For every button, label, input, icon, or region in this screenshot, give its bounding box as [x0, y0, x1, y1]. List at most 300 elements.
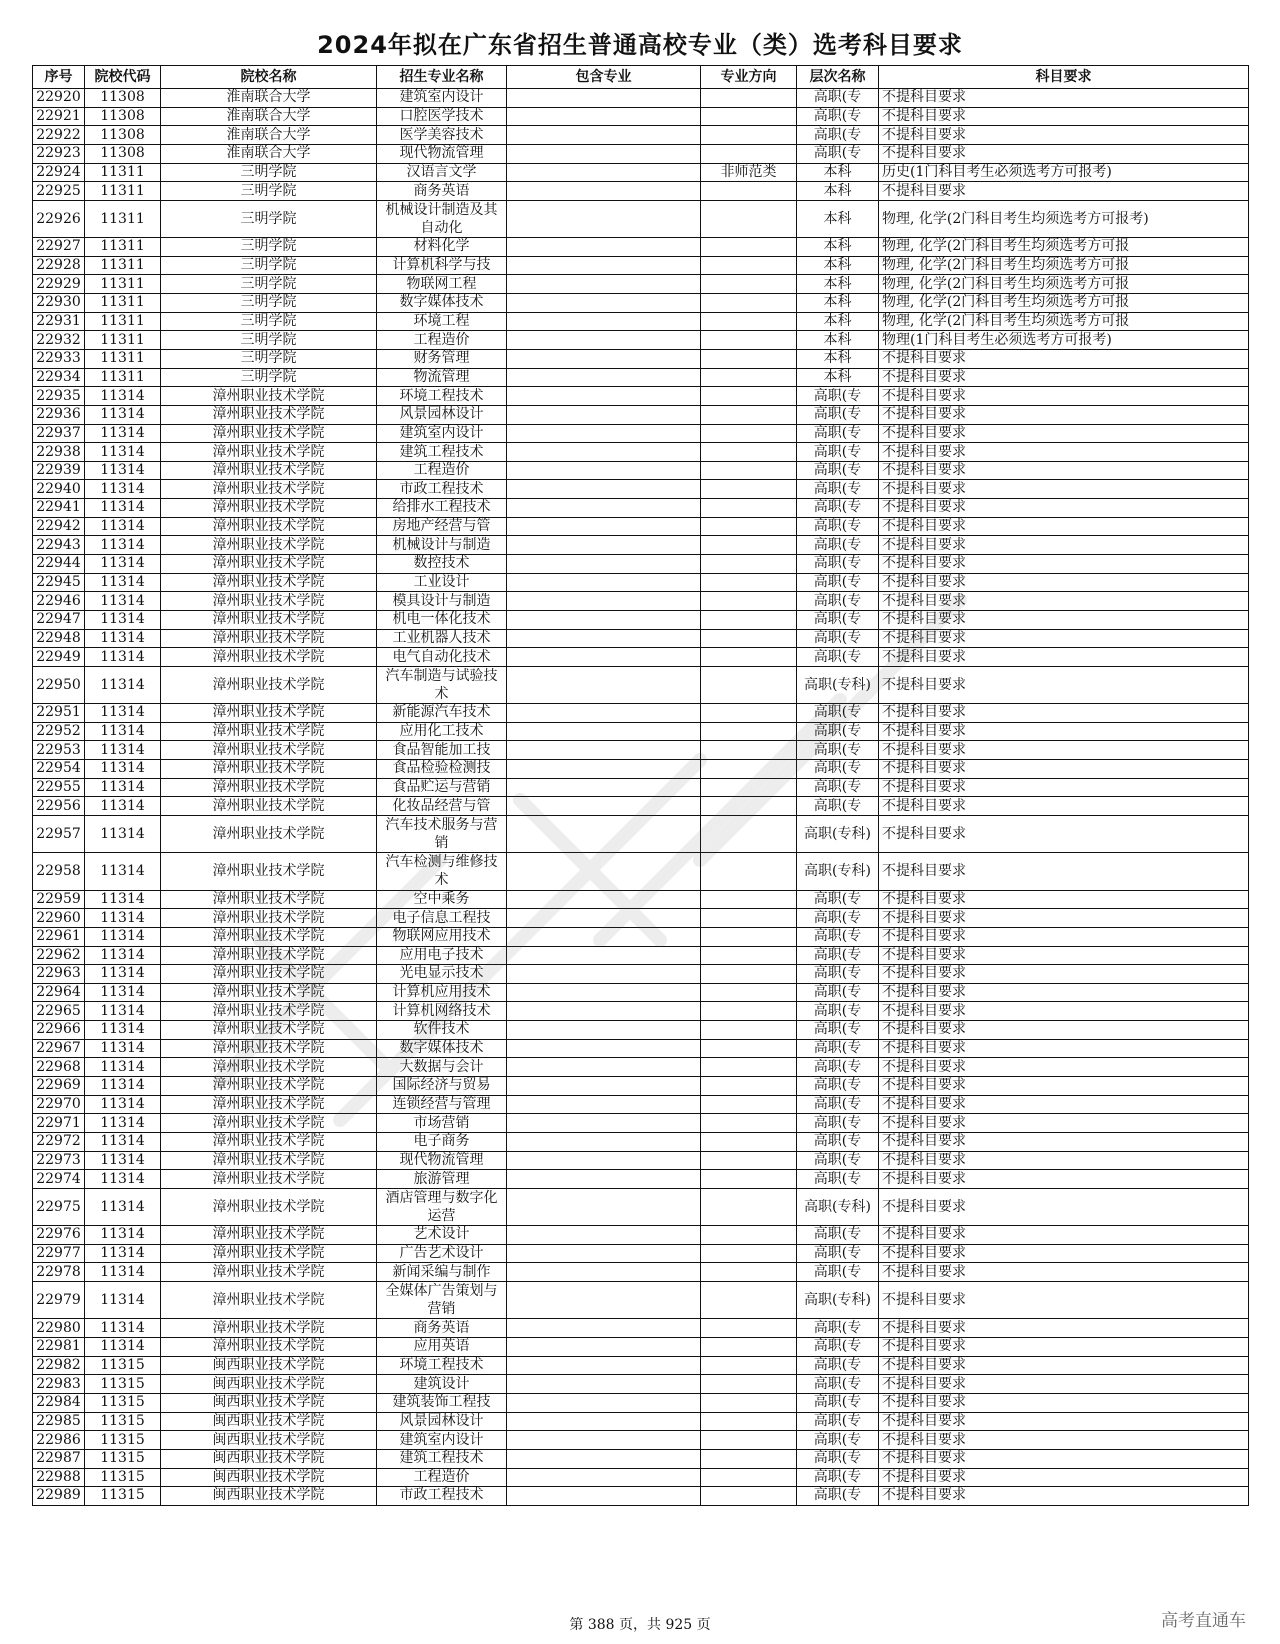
table-row [33, 797, 1249, 816]
cell-index: 22982 [33, 1356, 85, 1375]
cell-index: 22961 [33, 927, 85, 946]
cell-included-majors [507, 182, 701, 201]
header-school-name: 院校名称 [161, 66, 377, 89]
cell-index: 22946 [33, 592, 85, 611]
cell-school-name: 三明学院 [161, 294, 377, 313]
cell-level: 高职(专 [797, 1263, 879, 1282]
header-major-name: 招生专业名称 [377, 66, 507, 89]
cell-major-direction [701, 89, 797, 108]
cell-level: 高职(专科) [797, 1188, 879, 1225]
cell-subject-requirement: 物理, 化学(2门科目考生均须选考方可报 [879, 238, 1249, 257]
cell-included-majors [507, 517, 701, 536]
cell-major-direction [701, 1077, 797, 1096]
cell-level: 高职(专 [797, 890, 879, 909]
cell-index: 22923 [33, 144, 85, 163]
cell-major-name: 数字媒体技术 [377, 294, 507, 313]
cell-index: 22924 [33, 163, 85, 182]
cell-major-name: 大数据与会计 [377, 1058, 507, 1077]
cell-major-direction [701, 1244, 797, 1263]
cell-major-name: 市政工程技术 [377, 1487, 507, 1506]
table-row [33, 816, 1249, 853]
cell-included-majors [507, 1263, 701, 1282]
cell-major-direction [701, 1170, 797, 1189]
cell-subject-requirement: 不提科目要求 [879, 946, 1249, 965]
table-row [33, 610, 1249, 629]
cell-school-name: 三明学院 [161, 256, 377, 275]
cell-level: 高职(专 [797, 1375, 879, 1394]
cell-school-name: 闽西职业技术学院 [161, 1449, 377, 1468]
cell-index: 22976 [33, 1226, 85, 1245]
cell-school-code: 11314 [85, 517, 161, 536]
cell-level: 本科 [797, 368, 879, 387]
cell-school-code: 11314 [85, 722, 161, 741]
cell-major-name: 电子商务 [377, 1132, 507, 1151]
table-row [33, 368, 1249, 387]
cell-included-majors [507, 368, 701, 387]
cell-major-name: 计算机科学与技 [377, 256, 507, 275]
cell-major-name: 给排水工程技术 [377, 499, 507, 518]
cell-school-code: 11314 [85, 778, 161, 797]
cell-major-direction [701, 592, 797, 611]
cell-level: 高职(专 [797, 1002, 879, 1021]
cell-level: 高职(专 [797, 387, 879, 406]
cell-school-name: 漳州职业技术学院 [161, 760, 377, 779]
cell-included-majors [507, 610, 701, 629]
cell-major-name: 医学美容技术 [377, 126, 507, 145]
cell-school-name: 漳州职业技术学院 [161, 555, 377, 574]
cell-school-code: 11314 [85, 424, 161, 443]
cell-major-name: 计算机网络技术 [377, 1002, 507, 1021]
table-row [33, 294, 1249, 313]
cell-major-direction [701, 741, 797, 760]
cell-major-name: 广告艺术设计 [377, 1244, 507, 1263]
cell-subject-requirement: 不提科目要求 [879, 499, 1249, 518]
cell-major-name: 电气自动化技术 [377, 648, 507, 667]
cell-included-majors [507, 1356, 701, 1375]
cell-index: 22943 [33, 536, 85, 555]
cell-school-code: 11315 [85, 1449, 161, 1468]
cell-index: 22952 [33, 722, 85, 741]
table-row [33, 443, 1249, 462]
cell-school-name: 漳州职业技术学院 [161, 1077, 377, 1096]
cell-subject-requirement: 不提科目要求 [879, 1170, 1249, 1189]
table-row [33, 275, 1249, 294]
cell-school-code: 11314 [85, 1114, 161, 1133]
cell-school-code: 11314 [85, 536, 161, 555]
cell-major-name: 市场营销 [377, 1114, 507, 1133]
table-row [33, 480, 1249, 499]
cell-index: 22986 [33, 1431, 85, 1450]
cell-school-name: 闽西职业技术学院 [161, 1356, 377, 1375]
cell-level: 高职(专 [797, 778, 879, 797]
cell-included-majors [507, 853, 701, 890]
cell-major-direction [701, 965, 797, 984]
cell-school-code: 11314 [85, 1244, 161, 1263]
cell-major-name: 商务英语 [377, 182, 507, 201]
cell-school-code: 11314 [85, 983, 161, 1002]
table-row [33, 107, 1249, 126]
cell-major-direction [701, 1393, 797, 1412]
cell-major-direction [701, 1449, 797, 1468]
table-row [33, 1338, 1249, 1357]
cell-subject-requirement: 不提科目要求 [879, 741, 1249, 760]
cell-school-name: 淮南联合大学 [161, 126, 377, 145]
cell-subject-requirement: 不提科目要求 [879, 405, 1249, 424]
cell-major-name: 机械设计制造及其自动化 [377, 200, 507, 237]
table-row [33, 1039, 1249, 1058]
requirements-table [32, 65, 1249, 1506]
cell-included-majors [507, 1487, 701, 1506]
cell-school-code: 11314 [85, 480, 161, 499]
cell-school-code: 11311 [85, 275, 161, 294]
cell-level: 高职(专 [797, 1468, 879, 1487]
cell-major-direction [701, 200, 797, 237]
table-row [33, 200, 1249, 237]
cell-school-code: 11308 [85, 89, 161, 108]
cell-major-name: 数字媒体技术 [377, 1039, 507, 1058]
cell-level: 高职(专 [797, 946, 879, 965]
cell-level: 高职(专 [797, 1021, 879, 1040]
cell-index: 22921 [33, 107, 85, 126]
cell-level: 高职(专 [797, 424, 879, 443]
table-row [33, 1095, 1249, 1114]
cell-school-code: 11311 [85, 312, 161, 331]
cell-school-name: 漳州职业技术学院 [161, 405, 377, 424]
cell-level: 高职(专 [797, 144, 879, 163]
cell-major-name: 环境工程技术 [377, 387, 507, 406]
cell-level: 本科 [797, 163, 879, 182]
cell-included-majors [507, 1375, 701, 1394]
cell-level: 高职(专 [797, 536, 879, 555]
cell-index: 22950 [33, 666, 85, 703]
cell-school-name: 漳州职业技术学院 [161, 1039, 377, 1058]
cell-school-code: 11314 [85, 443, 161, 462]
cell-major-name: 工业机器人技术 [377, 629, 507, 648]
cell-school-code: 11314 [85, 741, 161, 760]
table-row [33, 1356, 1249, 1375]
cell-major-direction [701, 853, 797, 890]
cell-subject-requirement: 不提科目要求 [879, 1468, 1249, 1487]
cell-index: 22978 [33, 1263, 85, 1282]
cell-subject-requirement: 不提科目要求 [879, 1077, 1249, 1096]
cell-school-code: 11314 [85, 1170, 161, 1189]
cell-school-code: 11314 [85, 890, 161, 909]
cell-major-direction [701, 536, 797, 555]
cell-school-code: 11314 [85, 610, 161, 629]
header-level: 层次名称 [797, 66, 879, 89]
cell-major-name: 建筑室内设计 [377, 1431, 507, 1450]
cell-subject-requirement: 不提科目要求 [879, 610, 1249, 629]
cell-level: 高职(专 [797, 107, 879, 126]
cell-level: 本科 [797, 349, 879, 368]
cell-index: 22968 [33, 1058, 85, 1077]
cell-school-name: 三明学院 [161, 182, 377, 201]
cell-index: 22931 [33, 312, 85, 331]
cell-school-name: 漳州职业技术学院 [161, 741, 377, 760]
table-row [33, 424, 1249, 443]
cell-level: 高职(专科) [797, 816, 879, 853]
cell-subject-requirement: 不提科目要求 [879, 1021, 1249, 1040]
cell-school-code: 11314 [85, 1039, 161, 1058]
cell-index: 22969 [33, 1077, 85, 1096]
page-title: 2024年拟在广东省招生普通高校专业（类）选考科目要求 [317, 31, 963, 59]
table-row [33, 648, 1249, 667]
cell-major-direction [701, 760, 797, 779]
cell-major-direction [701, 927, 797, 946]
cell-major-direction [701, 182, 797, 201]
cell-major-name: 应用电子技术 [377, 946, 507, 965]
cell-level: 高职(专 [797, 760, 879, 779]
cell-school-code: 11311 [85, 182, 161, 201]
cell-school-name: 漳州职业技术学院 [161, 610, 377, 629]
cell-school-name: 漳州职业技术学院 [161, 704, 377, 723]
cell-included-majors [507, 983, 701, 1002]
cell-included-majors [507, 592, 701, 611]
cell-major-direction [701, 573, 797, 592]
table-row [33, 666, 1249, 703]
cell-index: 22973 [33, 1151, 85, 1170]
cell-school-name: 漳州职业技术学院 [161, 797, 377, 816]
cell-major-name: 物联网应用技术 [377, 927, 507, 946]
cell-major-direction [701, 778, 797, 797]
cell-index: 22922 [33, 126, 85, 145]
cell-school-name: 漳州职业技术学院 [161, 1244, 377, 1263]
cell-included-majors [507, 927, 701, 946]
cell-level: 高职(专 [797, 704, 879, 723]
cell-level: 高职(专 [797, 499, 879, 518]
table-row [33, 1132, 1249, 1151]
cell-major-direction [701, 480, 797, 499]
cell-level: 高职(专科) [797, 1282, 879, 1319]
cell-level: 高职(专 [797, 1244, 879, 1263]
cell-subject-requirement: 不提科目要求 [879, 1058, 1249, 1077]
cell-included-majors [507, 1058, 701, 1077]
table-row [33, 1244, 1249, 1263]
cell-major-name: 物流管理 [377, 368, 507, 387]
cell-level: 高职(专 [797, 89, 879, 108]
table-row [33, 760, 1249, 779]
table-row [33, 927, 1249, 946]
cell-level: 高职(专 [797, 1431, 879, 1450]
cell-included-majors [507, 312, 701, 331]
cell-school-code: 11311 [85, 163, 161, 182]
cell-major-direction [701, 816, 797, 853]
cell-major-direction [701, 1282, 797, 1319]
cell-school-name: 漳州职业技术学院 [161, 1002, 377, 1021]
cell-index: 22928 [33, 256, 85, 275]
cell-school-code: 11314 [85, 1077, 161, 1096]
cell-subject-requirement: 不提科目要求 [879, 1356, 1249, 1375]
cell-subject-requirement: 不提科目要求 [879, 1319, 1249, 1338]
cell-level: 高职(专 [797, 648, 879, 667]
cell-included-majors [507, 480, 701, 499]
cell-subject-requirement: 不提科目要求 [879, 480, 1249, 499]
cell-major-direction [701, 517, 797, 536]
cell-level: 高职(专 [797, 983, 879, 1002]
cell-included-majors [507, 387, 701, 406]
table-row [33, 126, 1249, 145]
cell-school-name: 漳州职业技术学院 [161, 983, 377, 1002]
cell-included-majors [507, 741, 701, 760]
table-row [33, 405, 1249, 424]
cell-level: 本科 [797, 238, 879, 257]
cell-subject-requirement: 不提科目要求 [879, 555, 1249, 574]
cell-major-direction [701, 424, 797, 443]
cell-school-name: 漳州职业技术学院 [161, 1058, 377, 1077]
cell-school-code: 11311 [85, 200, 161, 237]
cell-index: 22942 [33, 517, 85, 536]
cell-major-direction [701, 666, 797, 703]
cell-school-code: 11314 [85, 592, 161, 611]
cell-school-name: 漳州职业技术学院 [161, 387, 377, 406]
cell-index: 22987 [33, 1449, 85, 1468]
table-row [33, 349, 1249, 368]
cell-major-name: 口腔医学技术 [377, 107, 507, 126]
cell-level: 高职(专 [797, 1412, 879, 1431]
table-row [33, 1021, 1249, 1040]
cell-major-direction [701, 1468, 797, 1487]
cell-major-name: 新闻采编与制作 [377, 1263, 507, 1282]
cell-included-majors [507, 704, 701, 723]
cell-level: 高职(专 [797, 480, 879, 499]
cell-major-direction [701, 1095, 797, 1114]
cell-school-code: 11311 [85, 294, 161, 313]
cell-major-direction [701, 144, 797, 163]
table-row [33, 1263, 1249, 1282]
cell-major-name: 市政工程技术 [377, 480, 507, 499]
cell-school-name: 漳州职业技术学院 [161, 722, 377, 741]
cell-subject-requirement: 不提科目要求 [879, 1338, 1249, 1357]
cell-level: 高职(专 [797, 1449, 879, 1468]
cell-index: 22944 [33, 555, 85, 574]
cell-major-direction [701, 1375, 797, 1394]
cell-school-name: 闽西职业技术学院 [161, 1412, 377, 1431]
cell-school-code: 11314 [85, 555, 161, 574]
cell-major-direction [701, 629, 797, 648]
cell-school-code: 11314 [85, 1002, 161, 1021]
cell-school-code: 11314 [85, 816, 161, 853]
table-row [33, 331, 1249, 350]
cell-major-name: 机电一体化技术 [377, 610, 507, 629]
cell-school-name: 闽西职业技术学院 [161, 1468, 377, 1487]
cell-subject-requirement: 物理, 化学(2门科目考生均须选考方可报 [879, 312, 1249, 331]
cell-major-direction [701, 238, 797, 257]
cell-major-name: 建筑装饰工程技 [377, 1393, 507, 1412]
table-row [33, 499, 1249, 518]
cell-subject-requirement: 不提科目要求 [879, 368, 1249, 387]
table-row [33, 1282, 1249, 1319]
cell-school-name: 漳州职业技术学院 [161, 909, 377, 928]
cell-index: 22951 [33, 704, 85, 723]
cell-included-majors [507, 1393, 701, 1412]
cell-subject-requirement: 不提科目要求 [879, 1282, 1249, 1319]
cell-index: 22984 [33, 1393, 85, 1412]
table-row [33, 1412, 1249, 1431]
cell-school-name: 漳州职业技术学院 [161, 424, 377, 443]
cell-subject-requirement: 不提科目要求 [879, 443, 1249, 462]
cell-subject-requirement: 不提科目要求 [879, 424, 1249, 443]
cell-subject-requirement: 物理, 化学(2门科目考生均须选考方可报 [879, 256, 1249, 275]
cell-school-name: 漳州职业技术学院 [161, 499, 377, 518]
cell-major-name: 软件技术 [377, 1021, 507, 1040]
cell-major-name: 环境工程 [377, 312, 507, 331]
cell-level: 高职(专 [797, 573, 879, 592]
cell-level: 本科 [797, 331, 879, 350]
cell-major-name: 食品贮运与营销 [377, 778, 507, 797]
cell-subject-requirement: 物理, 化学(2门科目考生均须选考方可报 [879, 294, 1249, 313]
cell-included-majors [507, 946, 701, 965]
cell-major-name: 汽车检测与维修技术 [377, 853, 507, 890]
cell-level: 本科 [797, 294, 879, 313]
cell-major-direction [701, 1114, 797, 1133]
table-row [33, 517, 1249, 536]
cell-subject-requirement: 历史(1门科目考生必须选考方可报考) [879, 163, 1249, 182]
cell-included-majors [507, 461, 701, 480]
cell-included-majors [507, 107, 701, 126]
cell-level: 本科 [797, 256, 879, 275]
cell-school-name: 漳州职业技术学院 [161, 573, 377, 592]
cell-included-majors [507, 666, 701, 703]
cell-index: 22933 [33, 349, 85, 368]
cell-included-majors [507, 163, 701, 182]
cell-major-direction [701, 256, 797, 275]
table-row [33, 704, 1249, 723]
cell-subject-requirement: 不提科目要求 [879, 648, 1249, 667]
cell-index: 22985 [33, 1412, 85, 1431]
cell-major-name: 模具设计与制造 [377, 592, 507, 611]
cell-major-name: 风景园林设计 [377, 1412, 507, 1431]
cell-school-code: 11315 [85, 1375, 161, 1394]
cell-subject-requirement: 不提科目要求 [879, 1095, 1249, 1114]
cell-major-direction [701, 1021, 797, 1040]
cell-major-direction [701, 1487, 797, 1506]
cell-included-majors [507, 1132, 701, 1151]
cell-subject-requirement: 不提科目要求 [879, 126, 1249, 145]
cell-level: 高职(专 [797, 592, 879, 611]
cell-subject-requirement: 不提科目要求 [879, 592, 1249, 611]
cell-subject-requirement: 不提科目要求 [879, 89, 1249, 108]
cell-index: 22935 [33, 387, 85, 406]
cell-level: 高职(专 [797, 965, 879, 984]
cell-index: 22937 [33, 424, 85, 443]
cell-subject-requirement: 不提科目要求 [879, 1431, 1249, 1450]
cell-school-name: 闽西职业技术学院 [161, 1375, 377, 1394]
cell-level: 高职(专 [797, 1356, 879, 1375]
cell-included-majors [507, 256, 701, 275]
cell-school-code: 11311 [85, 349, 161, 368]
cell-subject-requirement: 不提科目要求 [879, 1393, 1249, 1412]
cell-index: 22954 [33, 760, 85, 779]
table-row [33, 853, 1249, 890]
table-row [33, 722, 1249, 741]
cell-included-majors [507, 1151, 701, 1170]
cell-school-name: 三明学院 [161, 275, 377, 294]
table-row [33, 890, 1249, 909]
table-row [33, 1170, 1249, 1189]
cell-major-direction [701, 722, 797, 741]
cell-level: 高职(专 [797, 741, 879, 760]
cell-major-direction [701, 648, 797, 667]
cell-index: 22932 [33, 331, 85, 350]
cell-school-code: 11314 [85, 946, 161, 965]
cell-major-name: 空中乘务 [377, 890, 507, 909]
cell-major-direction [701, 1002, 797, 1021]
cell-subject-requirement: 不提科目要求 [879, 666, 1249, 703]
cell-index: 22941 [33, 499, 85, 518]
table-row [33, 1002, 1249, 1021]
cell-school-name: 漳州职业技术学院 [161, 853, 377, 890]
cell-school-name: 漳州职业技术学院 [161, 1151, 377, 1170]
